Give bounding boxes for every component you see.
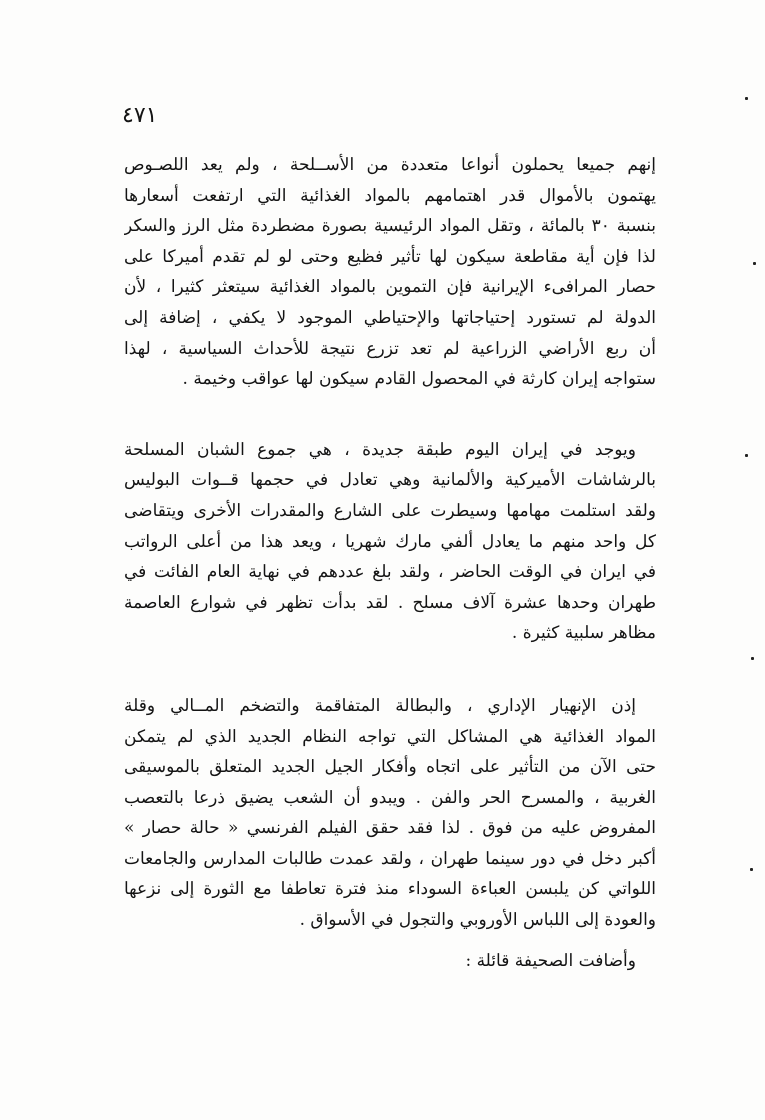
text-line: أن ربع الأراضي الزراعية لم تعد تزرع نتيجة للأحداث السياسية ، لهذا <box>124 338 656 359</box>
paragraph-1 <box>124 150 656 395</box>
text-line: اللواتي كن يلبسن العباءة السوداء منذ فترة تعاطفا مع الثورة إلى نزعها <box>124 879 656 900</box>
paragraph-3 <box>124 691 656 936</box>
text-line: إنهم جميعا يحملون أنواعا متعددة من الأســلحة ، ولم يعد اللصـوص <box>124 155 656 175</box>
text-line: الغربية ، والمسرح الحر والفن . ويبدو أن الشعب يضيق ذرعا بالتعصب <box>124 787 656 808</box>
margin-mark <box>753 262 756 265</box>
margin-mark <box>751 657 754 660</box>
text-line: طهران وحدها عشرة آلاف مسلح . لقد بدأت تظهر في شوارع العاصمة <box>124 592 656 613</box>
text-line: المواد الغذائية هي المشاكل التي تواجه النظام الجديد الذي لم يتمكن <box>124 726 656 747</box>
text-line: الدولة لم تستورد إحتياجاتها والإحتياطي الموجود لا يكفي ، إضافة إلى <box>124 307 656 328</box>
text-line: بنسبة ٣٠ بالمائة ، وتقل المواد الرئيسية بصورة مضطردة مثل الرز والسكر <box>124 216 656 237</box>
text-line: والعودة إلى اللباس الأوروبي والتجول في الأسواق . <box>299 910 656 931</box>
text-line: يهتمون بالأموال قدر اهتمامهم بالمواد الغذائية التي ارتفعت أسعارها <box>124 185 656 206</box>
text-line: المفروض عليه من فوق . لذا فقد حقق الفيلم الفرنسي « حالة حصار » <box>124 818 656 839</box>
text-line: ستواجه إيران كارثة في المحصول القادم سيكون لها عواقب وخيمة . <box>182 369 656 390</box>
text-line: إذن الإنهيار الإداري ، والبطالة المتفاقمة والتضخم المــالي وقلة <box>124 695 636 716</box>
page-number: ٤٧١ <box>122 103 158 128</box>
text-line: حصار المرافىء الإيرانية فإن التموين بالمواد الغذائية سيتعثر كثيرا ، لأن <box>124 277 656 298</box>
text-line: حتى الآن من التأثير على اتجاه وأفكار الجيل الجديد المتعلق بالموسيقى <box>124 757 656 778</box>
margin-mark <box>745 454 748 457</box>
paragraph-2 <box>124 435 656 649</box>
text-line: في ايران في الوقت الحاضر ، ولقد بلغ عددهم في نهاية العام الفائت في <box>124 562 656 583</box>
text-line: ولقد استلمت مهامها وسيطرت على الشارع والمقدرات الأخرى ويتقاضى <box>124 500 656 521</box>
text-line: بالرشاشات الأميركية والألمانية وهي تعادل في حجمها قــوات البوليس <box>124 470 656 491</box>
text-line: ويوجد في إيران اليوم طبقة جديدة ، هي جموع الشبان المسلحة <box>124 439 636 460</box>
page-body <box>124 150 656 976</box>
margin-mark <box>750 868 753 871</box>
margin-mark <box>745 97 748 100</box>
text-line: وأضافت الصحيفة قائلة : <box>465 950 636 971</box>
text-line: مظاهر سلبية كثيرة . <box>511 623 656 644</box>
paragraph-4 <box>124 946 656 977</box>
text-line: كل واحد منهم ما يعادل ألفي مارك شهريا ، ويعد هذا من أعلى الرواتب <box>124 531 656 552</box>
text-line: لذا فإن أية مقاطعة سيكون لها تأثير فظيع وحتى لو لم تقدم أميركا على <box>124 246 656 267</box>
text-line: أكبر دخل في دور سينما طهران ، ولقد عمدت طالبات المدارس والجامعات <box>124 848 656 869</box>
